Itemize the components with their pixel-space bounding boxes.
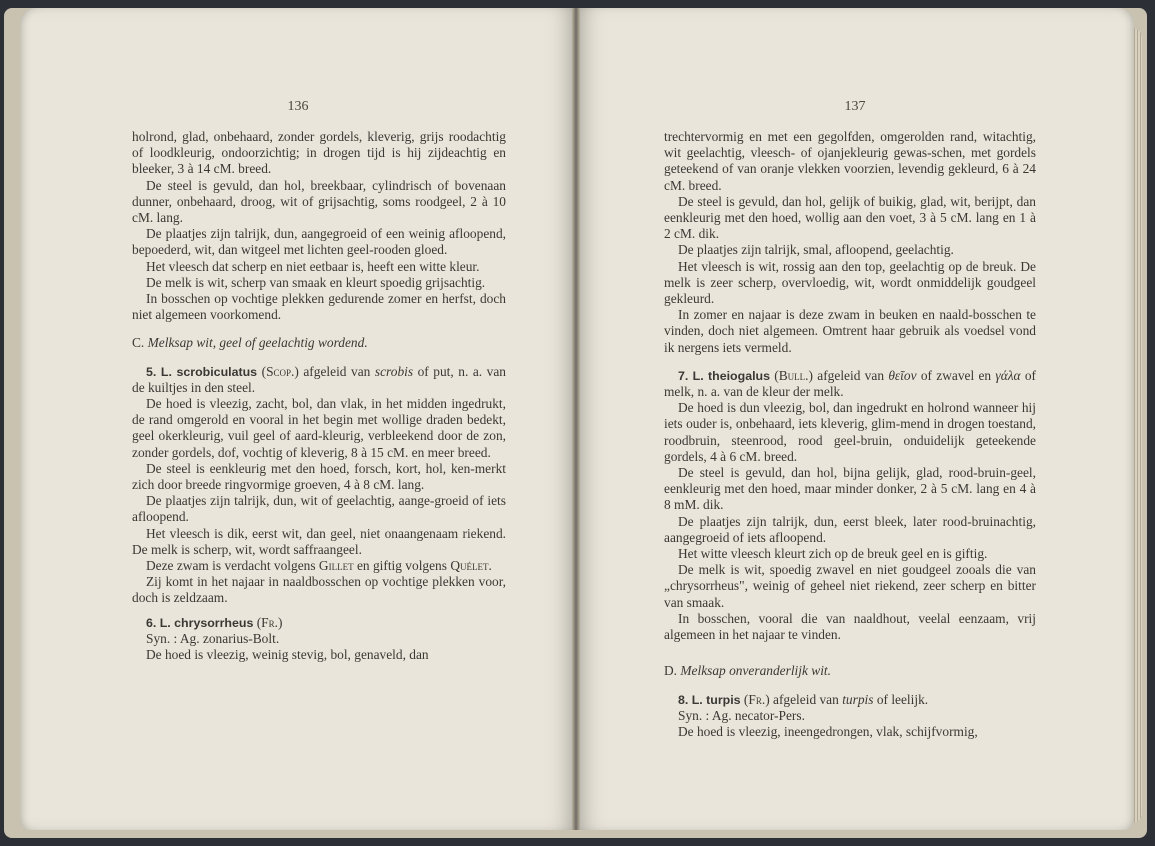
paragraph: Zij komt in het najaar in naaldbosschen op vochtige plekken voor, doch is zeldzaam. xyxy=(132,574,506,606)
species-name: L. chrysorrheus xyxy=(159,615,254,630)
species-name: L. turpis xyxy=(691,692,741,707)
species-entry-7: 7. L. theiogalus (Bull.) afgeleid van θεῖον of zwavel en γάλα of melk, n. a. van de kleur der melk. xyxy=(664,367,1037,400)
paragraph: De steel is gevuld, dan hol, gelijk of buikig, glad, wit, berijpt, dan eenkleurig met den hoed, wollig aan den voet, 3 à 5 cM. lang en 1 à 2 cM. dik. xyxy=(664,193,1036,242)
paragraph: De steel is gevuld, dan hol, breekbaar, cylindrisch of bovenaan dunner, onbehaard, droog, wit of grijsachtig, soms roodgeel, 2 à 10 cM. lang. xyxy=(132,177,506,226)
left-page xyxy=(20,8,576,830)
species-author: Scop. xyxy=(266,363,295,379)
paragraph: Het witte vleesch kleurt zich op de breuk geel en is giftig. xyxy=(678,546,988,562)
paragraph: De plaatjes zijn talrijk, dun, aangegroeid of een weinig afloopend, bepoederd, wit, dan witgeel met lichten geel-rooden gloed. xyxy=(132,226,506,258)
paragraph: De plaatjes zijn talrijk, dun, eerst bleek, later rood-bruinachtig, aangegroeid of iets afloopend. xyxy=(664,513,1036,545)
paragraph: In zomer en najaar is deze zwam in beuken en naald-bosschen te vinden, doch niet algemeen. Omtrent haar gebruik als voedsel vond ik nergens iets vermeld. xyxy=(664,307,1036,355)
species-author: Fr. xyxy=(748,691,766,707)
paragraph: Het vleesch is wit, rossig aan den top, geelachtig op de breuk. De melk is zeer scherp, overvloedig, wit, wordt onmiddelijk goudgeel gekleurd. xyxy=(664,258,1036,307)
paragraph: holrond, glad, onbehaard, zonder gordels, kleverig, grijs roodachtig of loodkleurig, ondoorzichtig; in drogen tijd is hij zijdeachtig en bleeker, 3 à 14 cM. breed. xyxy=(132,129,506,177)
paragraph: trechtervormig en met een gegolfden, omgerolden rand, witachtig, wit geelachtig, vleesch- of ojanjekleurig gewas-schen, met gordels geteekend of van oranje vlekken voorzien, levendig gekleurd, 6 à 24 cM. breed. xyxy=(664,129,1036,193)
paragraph: De hoed is vleezig, zacht, bol, dan vlak, in het midden ingedrukt, de rand omgerold en vooral in het begin met wollige draden bedekt, geel okerkleurig, vuil geel of aard-kleurig, verbleekend door de zon, zonder gordels, dof, vochtig of kleverig, 8 à 15 cM. en meer breed. xyxy=(132,396,506,460)
species-name: L. scrobiculatus xyxy=(160,364,258,379)
species-author: Bull. xyxy=(778,367,809,383)
right-page-text xyxy=(664,129,1036,740)
paragraph: De plaatjes zijn talrijk, smal, afloopend, geelachtig. xyxy=(678,242,954,258)
species-author: Fr. xyxy=(261,614,278,630)
species-number: 5. xyxy=(146,364,157,379)
paragraph: Het vleesch is dik, eerst wit, dan geel, niet onaangenaam riekend. De melk is scherp, wit, wordt saffraangeel. xyxy=(132,525,506,557)
paragraph: De melk is wit, spoedig zwavel en niet goudgeel zooals die van „chrysorrheus", weinig of geheel niet riekend, zeer scherp en bitter van smaak. xyxy=(664,562,1036,610)
paragraph: De hoed is vleezig, ineengedrongen, vlak, schijfvormig, xyxy=(678,723,978,739)
species-number: 8. xyxy=(678,692,689,707)
paragraph: De steel is gevuld, dan hol, bijna gelijk, glad, rood-bruin-geel, eenkleurig met den hoed, maar minder donker, 2 à 5 cM. lang en 4 à 8 mM. dik. xyxy=(664,465,1036,513)
page-number-left: 136 xyxy=(287,99,309,114)
section-heading-d: D. Melksap onveranderlijk wit. xyxy=(664,663,832,679)
left-page-text xyxy=(132,129,506,663)
synonym: Syn. : Ag. zonarius-Bolt. xyxy=(146,630,280,646)
species-entry-5: 5. L. scrobiculatus (Scop.) afgeleid van scrobis of put, n. a. van de kuiltjes in den steel. xyxy=(132,363,506,395)
paragraph: Het vleesch dat scherp en niet eetbaar is, heeft een witte kleur. xyxy=(146,258,480,274)
species-entry-6: 6. L. chrysorrheus (Fr.) xyxy=(146,614,283,630)
species-name: L. theiogalus xyxy=(692,368,770,383)
page-number-right: 137 xyxy=(844,99,866,114)
right-page xyxy=(576,8,1134,830)
paragraph: De hoed is dun vleezig, bol, dan ingedrukt en holrond wanneer hij iets ouder is, onbehaard, iets kleverig, glim-mend in drogen toestand, roodbruin, steenrood, rood geel-bruin, onduidelijk geteekende gordels, 4 à 6 cM. breed. xyxy=(664,400,1036,464)
synonym: Syn. : Ag. necator-Pers. xyxy=(678,707,805,723)
paragraph: In bosschen op vochtige plekken gedurende zomer en herfst, doch niet algemeen voorkomend. xyxy=(132,291,506,323)
paragraph: De melk is wit, scherp van smaak en kleurt spoedig grijsachtig. xyxy=(146,274,486,290)
species-number: 6. xyxy=(146,615,157,630)
species-entry-8: 8. L. turpis (Fr.) afgeleid van turpis of leelijk. xyxy=(678,691,929,707)
paragraph: De steel is eenkleurig met den hoed, forsch, kort, hol, ken-merkt zich door breede ringvormige groeven, 4 à 8 cM. lang. xyxy=(132,460,506,493)
paragraph: De plaatjes zijn talrijk, dun, wit of geelachtig, aange-groeid of iets afloopend. xyxy=(132,493,506,525)
section-heading-c: C. Melksap wit, geel of geelachtig wordend. xyxy=(132,335,368,351)
paragraph: Deze zwam is verdacht volgens Gillet en giftig volgens Quélet. xyxy=(146,558,492,574)
book-spine xyxy=(572,8,580,830)
paragraph: In bosschen, vooral die van naaldhout, veelal eenzaam, vrij algemeen in het najaar te vinden. xyxy=(664,610,1036,643)
species-number: 7. xyxy=(678,368,689,383)
paragraph: De hoed is vleezig, weinig stevig, bol, genaveld, dan xyxy=(146,647,429,663)
